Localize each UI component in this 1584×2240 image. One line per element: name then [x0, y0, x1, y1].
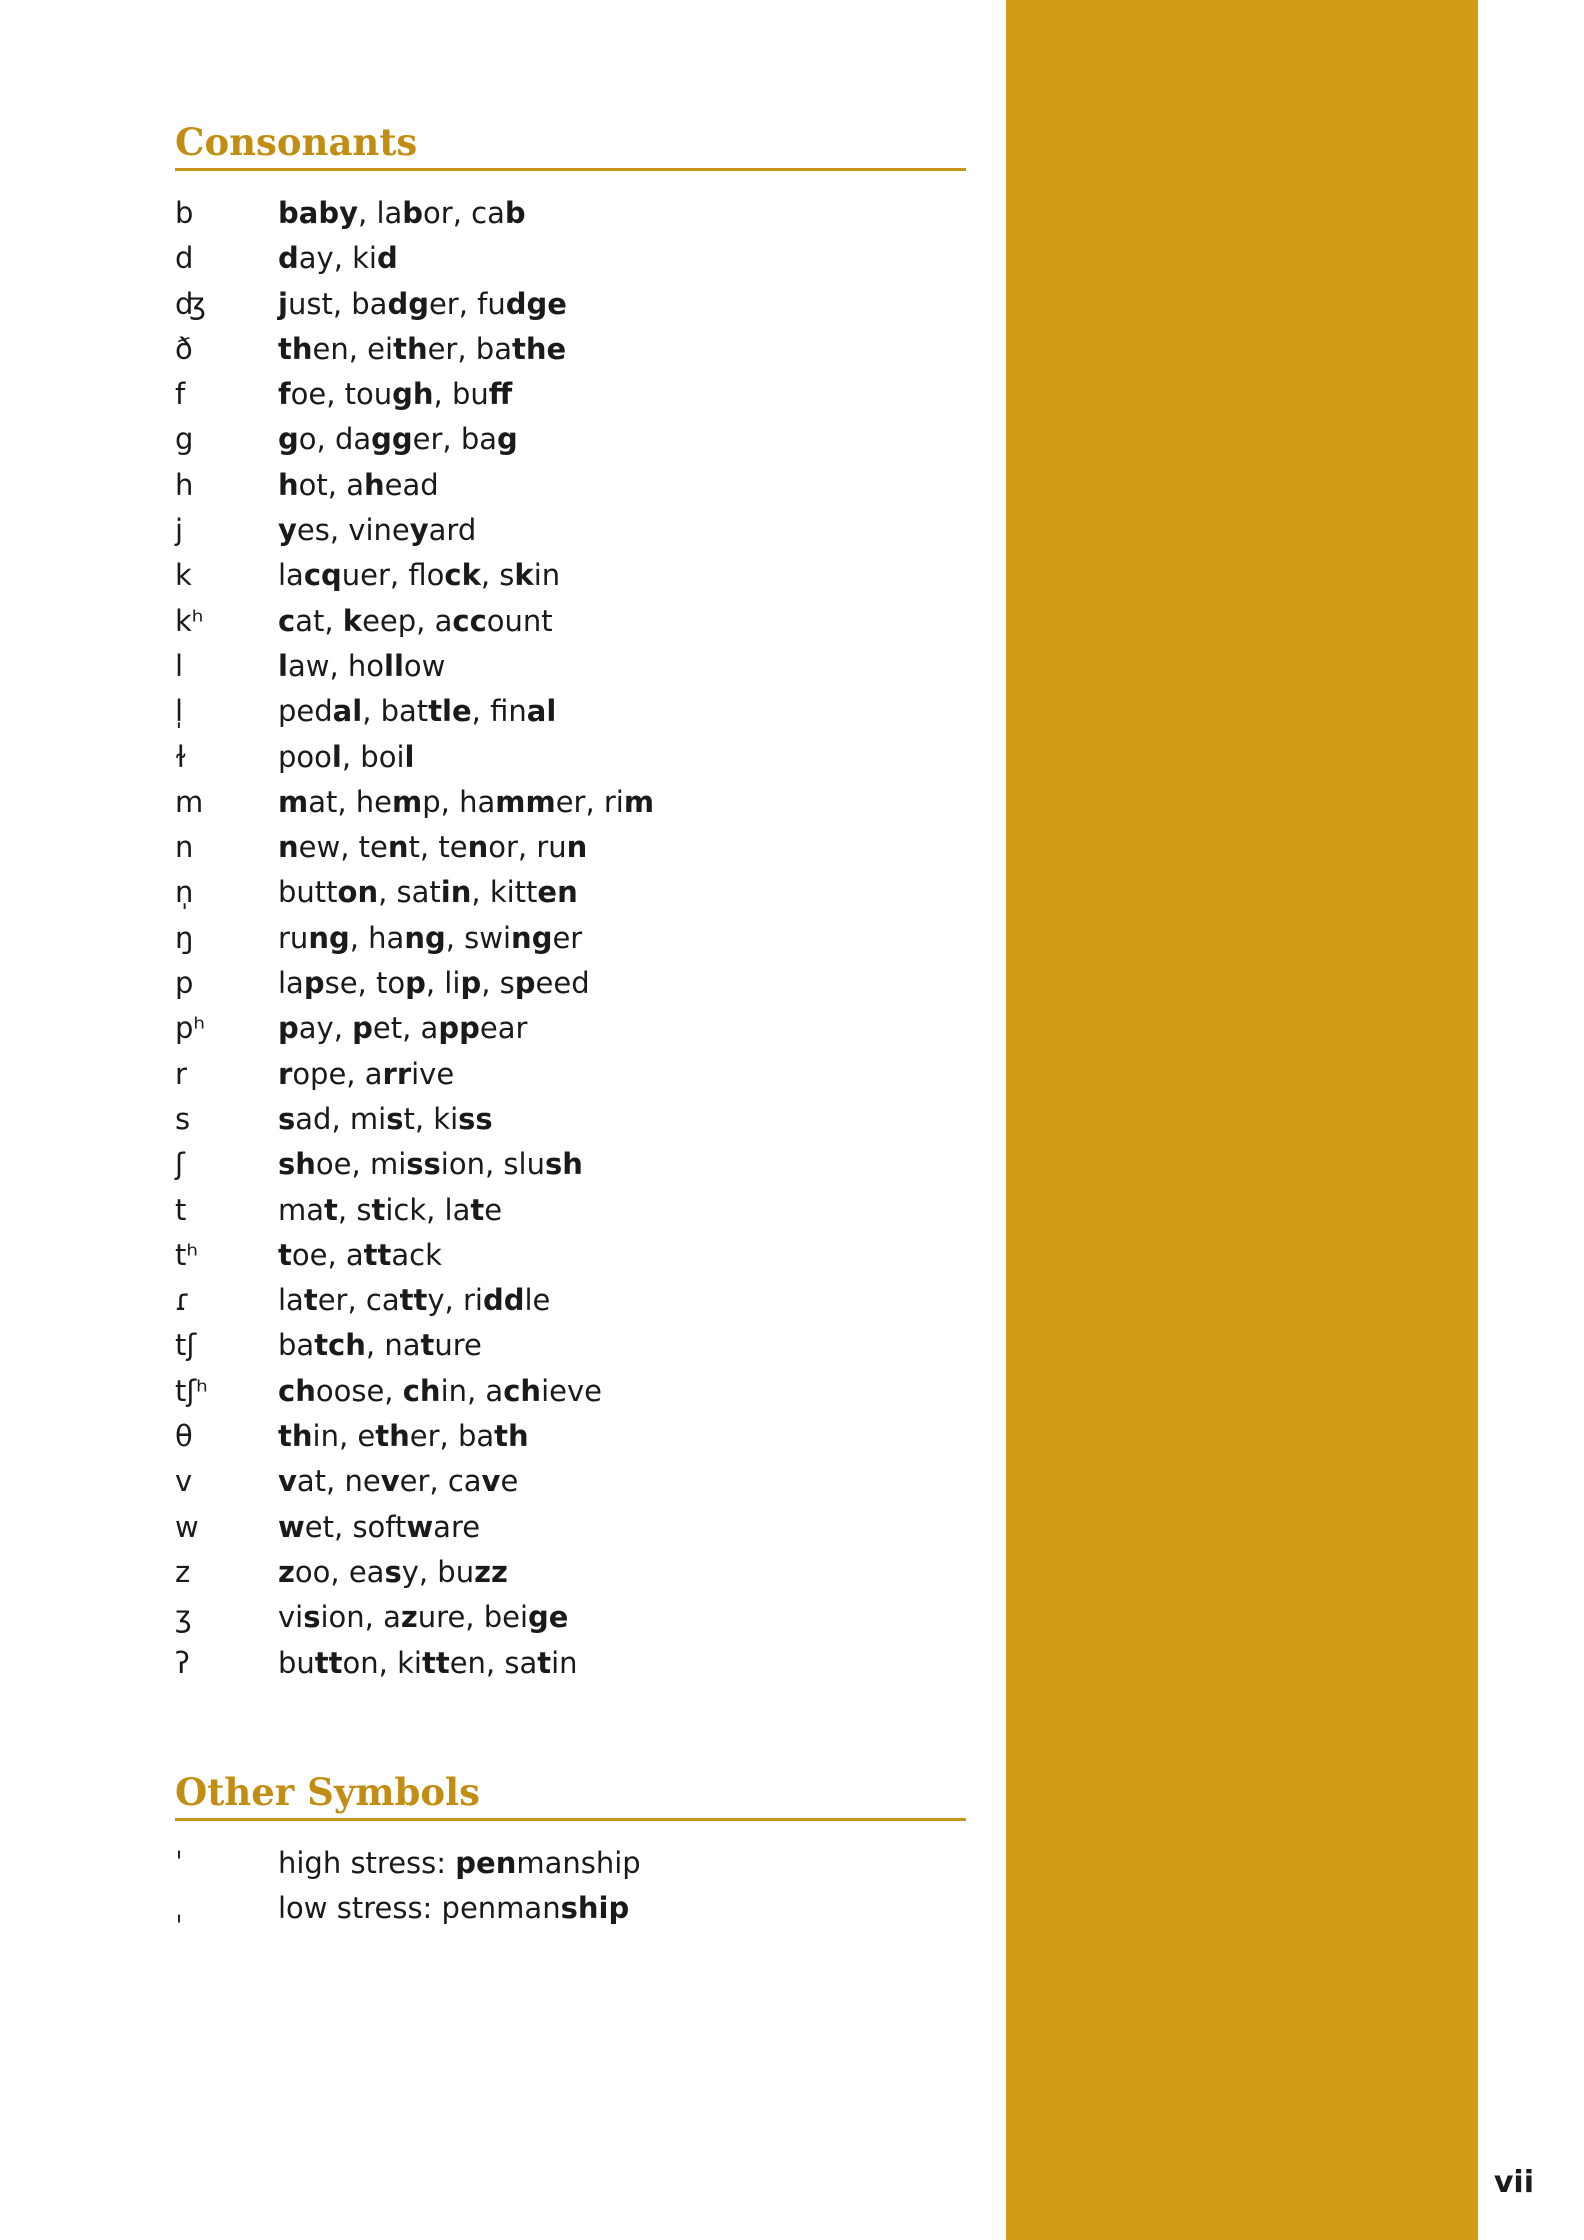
- consonant-row: [175, 191, 966, 236]
- ipa-symbol: p: [175, 966, 194, 1001]
- example-words: pool, boil: [278, 739, 415, 774]
- ipa-symbol: ɾ: [175, 1283, 191, 1318]
- example-words: hot, ahead: [278, 467, 439, 502]
- consonant-row: [175, 327, 966, 372]
- consonant-row: [175, 1505, 966, 1550]
- example-words: mat, hemp, hammer, rim: [278, 784, 655, 819]
- consonant-row: [175, 735, 966, 780]
- consonant-row: [175, 1595, 966, 1640]
- ipa-symbol: z: [175, 1554, 191, 1589]
- example-words: high stress: penmanship: [278, 1845, 641, 1880]
- example-words: new, tent, tenor, run: [278, 830, 588, 865]
- ipa-symbol: ʃ: [175, 1147, 185, 1182]
- consonant-row: [175, 372, 966, 417]
- consonant-row: [175, 1233, 966, 1278]
- example-words: thin, ether, bath: [278, 1419, 529, 1454]
- example-words: go, dagger, bag: [278, 422, 518, 457]
- ipa-symbol: pʰ: [175, 1011, 206, 1046]
- ipa-symbol: tʃ: [175, 1328, 197, 1363]
- consonant-row: [175, 1550, 966, 1595]
- consonant-row: [175, 644, 966, 689]
- example-words: batch, nature: [278, 1328, 482, 1363]
- ipa-symbol: g: [175, 422, 194, 457]
- example-words: zoo, easy, buzz: [278, 1554, 508, 1589]
- consonant-row: [175, 780, 966, 825]
- ipa-symbol: ʔ: [175, 1645, 190, 1680]
- ipa-symbol: ʤ: [175, 286, 206, 321]
- example-words: baby, labor, cab: [278, 196, 526, 230]
- ipa-symbol: n: [175, 830, 194, 865]
- consonant-row: [175, 1142, 966, 1187]
- example-words: lapse, top, lip, speed: [278, 966, 590, 1001]
- ipa-symbol: tʰ: [175, 1237, 199, 1272]
- ipa-symbol: d: [175, 241, 194, 276]
- example-words: sad, mist, kiss: [278, 1101, 493, 1136]
- consonant-row: [175, 1641, 966, 1686]
- ipa-symbol: ŋ: [175, 920, 194, 955]
- ipa-symbol: m: [175, 784, 204, 819]
- example-words: later, catty, riddle: [278, 1283, 551, 1318]
- consonant-row: [175, 282, 966, 327]
- consonant-row: [175, 1097, 966, 1142]
- example-words: button, kitten, satin: [278, 1645, 578, 1680]
- consonant-row: [175, 825, 966, 870]
- ipa-symbol: l: [175, 648, 184, 683]
- ipa-symbol: ˈ: [175, 1845, 183, 1880]
- consonant-row: [175, 1052, 966, 1097]
- ipa-symbol: t: [175, 1192, 187, 1227]
- example-words: mat, stick, late: [278, 1192, 503, 1227]
- example-words: day, kid: [278, 241, 398, 276]
- accent-sidebar: [1006, 0, 1478, 2240]
- consonant-row: [175, 870, 966, 915]
- ipa-symbol: v: [175, 1464, 193, 1499]
- example-words: cat, keep, account: [278, 603, 553, 638]
- ipa-symbol: ˌ: [175, 1891, 183, 1926]
- consonant-row: [175, 1006, 966, 1051]
- ipa-symbol: b: [175, 196, 194, 230]
- consonant-row: [175, 1414, 966, 1459]
- example-words: vat, never, cave: [278, 1464, 519, 1499]
- consonant-row: [175, 1369, 966, 1414]
- example-words: choose, chin, achieve: [278, 1373, 602, 1408]
- ipa-symbol: ʒ: [175, 1600, 192, 1635]
- consonant-row: [175, 1459, 966, 1504]
- example-words: just, badger, fudge: [278, 286, 567, 321]
- ipa-symbol: r: [175, 1056, 187, 1091]
- consonant-row: [175, 463, 966, 508]
- main-content: [175, 120, 966, 1931]
- consonant-row: [175, 236, 966, 281]
- ipa-symbol: tʃʰ: [175, 1373, 208, 1408]
- page-number: vii: [1493, 2165, 1534, 2200]
- example-words: button, satin, kitten: [278, 875, 578, 910]
- ipa-symbol: n̩: [175, 875, 194, 910]
- ipa-symbol: ð: [175, 331, 193, 366]
- example-words: yes, vineyard: [278, 513, 477, 548]
- other-symbol-row: [175, 1841, 966, 1886]
- ipa-symbol: s: [175, 1101, 191, 1136]
- consonant-row: [175, 916, 966, 961]
- consonant-row: [175, 508, 966, 553]
- consonant-row: [175, 599, 966, 644]
- example-words: law, hollow: [278, 648, 446, 683]
- ipa-symbol: θ: [175, 1419, 193, 1454]
- ipa-symbol: ɫ: [175, 739, 187, 774]
- consonant-row: [175, 1323, 966, 1368]
- example-words: foe, tough, buff: [278, 377, 513, 412]
- consonant-list: [175, 191, 966, 1686]
- consonant-row: [175, 689, 966, 734]
- example-words: then, either, bathe: [278, 331, 567, 366]
- example-words: rope, arrive: [278, 1056, 455, 1091]
- other-symbols-list: [175, 1841, 966, 1932]
- example-words: shoe, mission, slush: [278, 1147, 583, 1182]
- consonant-row: [175, 961, 966, 1006]
- other-symbol-row: [175, 1886, 966, 1931]
- ipa-symbol: j: [175, 513, 184, 548]
- example-words: toe, attack: [278, 1237, 442, 1272]
- ipa-symbol: kʰ: [175, 603, 204, 638]
- consonant-row: [175, 1278, 966, 1323]
- example-words: wet, software: [278, 1509, 481, 1544]
- consonant-row: [175, 1188, 966, 1233]
- ipa-symbol: k: [175, 558, 192, 593]
- example-words: pay, pet, appear: [278, 1011, 528, 1046]
- consonants-heading: Consonants: [175, 120, 966, 171]
- ipa-symbol: w: [175, 1509, 199, 1544]
- other-symbols-heading: Other Symbols: [175, 1770, 966, 1821]
- example-words: rung, hang, swinger: [278, 920, 583, 955]
- example-words: lacquer, flock, skin: [278, 558, 561, 593]
- consonant-row: [175, 553, 966, 598]
- consonant-row: [175, 417, 966, 462]
- example-words: pedal, battle, final: [278, 694, 557, 729]
- example-words: low stress: penmanship: [278, 1891, 630, 1926]
- ipa-symbol: h: [175, 467, 194, 502]
- example-words: vision, azure, beige: [278, 1600, 569, 1635]
- ipa-symbol: l̩: [175, 694, 184, 729]
- ipa-symbol: f: [175, 377, 186, 412]
